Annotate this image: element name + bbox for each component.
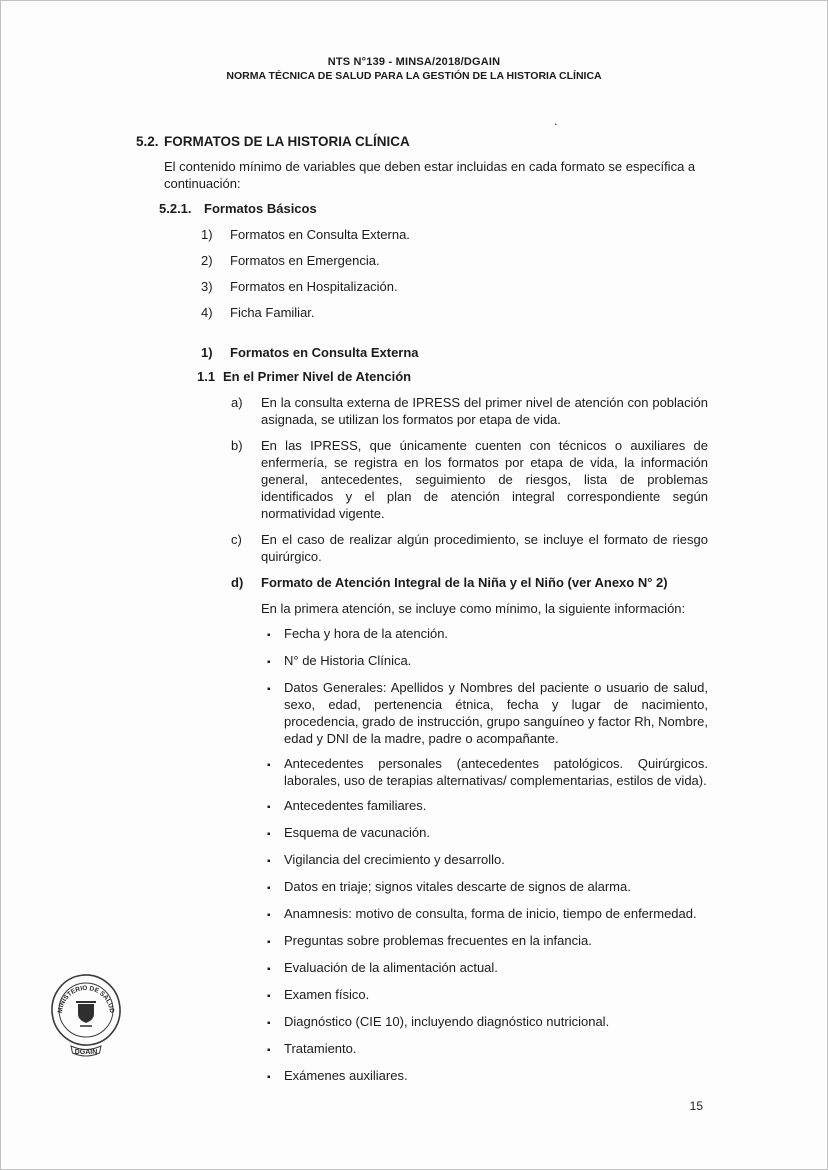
bullet-item bbox=[267, 625, 708, 644]
square-bullet-icon bbox=[267, 652, 284, 671]
section-number: 5.2. bbox=[136, 134, 159, 149]
bullet-text: Esquema de vacunación. bbox=[284, 825, 430, 840]
section-intro: El contenido mínimo de variables que deben estar incluidas en cada formato se específica a continuación: bbox=[164, 159, 696, 191]
square-bullet-icon bbox=[267, 755, 284, 789]
list-item-number: 1) bbox=[201, 227, 213, 242]
square-bullet-icon bbox=[267, 851, 284, 870]
bullet-item bbox=[267, 851, 708, 870]
lettered-item bbox=[231, 531, 708, 565]
bullet-item bbox=[267, 679, 708, 747]
bullet-text: Antecedentes familiares. bbox=[284, 798, 427, 813]
bullet-text: Datos en triaje; signos vitales descarte de signos de alarma. bbox=[284, 879, 631, 894]
bullet-item bbox=[267, 1067, 708, 1086]
list-item bbox=[201, 226, 708, 243]
list-item bbox=[201, 304, 708, 321]
lettered-list bbox=[231, 394, 708, 591]
bullet-item bbox=[267, 932, 708, 951]
seal-ring-text: MINISTERIO DE SALUD bbox=[56, 984, 116, 1014]
square-bullet-icon bbox=[267, 625, 284, 644]
subsection-heading bbox=[159, 200, 708, 217]
square-bullet-icon bbox=[267, 878, 284, 897]
bullet-text: Vigilancia del crecimiento y desarrollo. bbox=[284, 852, 505, 867]
seal-banner-text: DGAIN bbox=[74, 1049, 98, 1056]
bullet-item bbox=[267, 1040, 708, 1059]
list-item-text: Formatos en Emergencia. bbox=[230, 253, 380, 268]
item-text: En el caso de realizar algún procedimiento, se incluye el formato de riesgo quirúrgico. bbox=[261, 532, 708, 564]
section-title: FORMATOS DE LA HISTORIA CLÍNICA bbox=[164, 134, 410, 149]
bullet-text: Exámenes auxiliares. bbox=[284, 1068, 408, 1083]
bullet-item bbox=[267, 755, 708, 789]
bullet-item bbox=[267, 905, 708, 924]
lettered-item bbox=[231, 437, 708, 522]
bullet-item bbox=[267, 959, 708, 978]
list-item bbox=[201, 252, 708, 269]
doc-title: NORMA TÉCNICA DE SALUD PARA LA GESTIÓN DE LA HISTORIA CLÍNICA bbox=[226, 70, 602, 82]
page-content bbox=[136, 133, 708, 1086]
doc-code: NTS N°139 - MINSA/2018/DGAIN bbox=[327, 56, 501, 68]
square-bullet-icon bbox=[267, 679, 284, 747]
primer-nivel-number: 1.1 bbox=[197, 369, 216, 384]
item-text: En la consulta externa de IPRESS del primer nivel de atención con población asignada, se utilizan los formatos por etapa de vida. bbox=[261, 395, 708, 427]
section-heading bbox=[136, 133, 708, 150]
primer-nivel-title: En el Primer Nivel de Atención bbox=[223, 369, 412, 384]
square-bullet-icon bbox=[267, 824, 284, 843]
bullet-item bbox=[267, 824, 708, 843]
bullet-item bbox=[267, 652, 708, 671]
bullet-text: N° de Historia Clínica. bbox=[284, 653, 412, 668]
bullet-text: Evaluación de la alimentación actual. bbox=[284, 960, 498, 975]
item-letter: a) bbox=[231, 395, 243, 410]
bullets-intro: En la primera atención, se incluye como mínimo, la siguiente información: bbox=[261, 601, 686, 616]
bullet-text: Datos Generales: Apellidos y Nombres del paciente o usuario de salud, sexo, edad, pertenencia étnica, fecha y lugar de nacimiento, procedencia, grado de instrucción, grupo sanguíneo y factor Rh, Nombre, edad y DNI de la madre, padre o acompañante. bbox=[284, 680, 708, 746]
lettered-item bbox=[231, 394, 708, 428]
bullet-text: Fecha y hora de la atención. bbox=[284, 626, 449, 641]
bullet-text: Antecedentes personales (antecedentes patológicos. Quirúrgicos. laborales, uso de terapias alternativas/ complementarias, estilos de vida). bbox=[284, 756, 708, 788]
item-letter: d) bbox=[231, 575, 244, 590]
bullet-item bbox=[267, 797, 708, 816]
bullet-item bbox=[267, 1013, 708, 1032]
minsa-seal bbox=[47, 970, 125, 1065]
list-item-text: Ficha Familiar. bbox=[230, 305, 315, 320]
square-bullet-icon bbox=[267, 1067, 284, 1086]
subsection-number: 5.2.1. bbox=[159, 201, 192, 216]
bullet-item bbox=[267, 878, 708, 897]
list-item-text: Formatos en Consulta Externa. bbox=[230, 227, 410, 242]
bullet-text: Preguntas sobre problemas frecuentes en la infancia. bbox=[284, 933, 592, 948]
item-text: Formato de Atención Integral de la Niña y el Niño (ver Anexo N° 2) bbox=[261, 575, 668, 590]
square-bullet-icon bbox=[267, 959, 284, 978]
scan-artifact-dot: . bbox=[554, 113, 558, 128]
consulta-externa-number: 1) bbox=[201, 345, 213, 360]
list-item-text: Formatos en Hospitalización. bbox=[230, 279, 398, 294]
bullet-item bbox=[267, 986, 708, 1005]
square-bullet-icon bbox=[267, 1040, 284, 1059]
list-item-number: 2) bbox=[201, 253, 213, 268]
bullet-text: Anamnesis: motivo de consulta, forma de inicio, tiempo de enfermedad. bbox=[284, 906, 697, 921]
list-item-number: 3) bbox=[201, 279, 213, 294]
square-bullet-icon bbox=[267, 932, 284, 951]
item-letter: c) bbox=[231, 532, 242, 547]
primer-nivel-heading bbox=[197, 368, 708, 385]
document-header bbox=[1, 1, 827, 83]
square-bullet-icon bbox=[267, 986, 284, 1005]
square-bullet-icon bbox=[267, 905, 284, 924]
lettered-item bbox=[231, 574, 708, 591]
bullet-text: Examen físico. bbox=[284, 987, 370, 1002]
consulta-externa-title: Formatos en Consulta Externa bbox=[230, 345, 419, 360]
list-item bbox=[201, 278, 708, 295]
basic-formats-list bbox=[201, 226, 708, 321]
item-letter: b) bbox=[231, 438, 243, 453]
minsa-seal-graphic bbox=[47, 970, 125, 1060]
square-bullet-icon bbox=[267, 797, 284, 816]
bullet-text: Diagnóstico (CIE 10), incluyendo diagnóstico nutricional. bbox=[284, 1014, 610, 1029]
list-item-number: 4) bbox=[201, 305, 213, 320]
bullet-text: Tratamiento. bbox=[284, 1041, 357, 1056]
subsection-title: Formatos Básicos bbox=[204, 201, 317, 216]
page-number: 15 bbox=[689, 1099, 703, 1113]
minimum-info-list bbox=[267, 625, 708, 1086]
square-bullet-icon bbox=[267, 1013, 284, 1032]
consulta-externa-heading bbox=[201, 344, 708, 361]
seal-crest-icon bbox=[76, 1002, 96, 1026]
item-text: En las IPRESS, que únicamente cuenten con técnicos o auxiliares de enfermería, se registra en los formatos por etapa de vida, la información general, antecedentes, seguimiento de riesgos, lista de problemas identificados y el plan de atención integral correspondiente según normatividad vigente. bbox=[261, 438, 708, 521]
